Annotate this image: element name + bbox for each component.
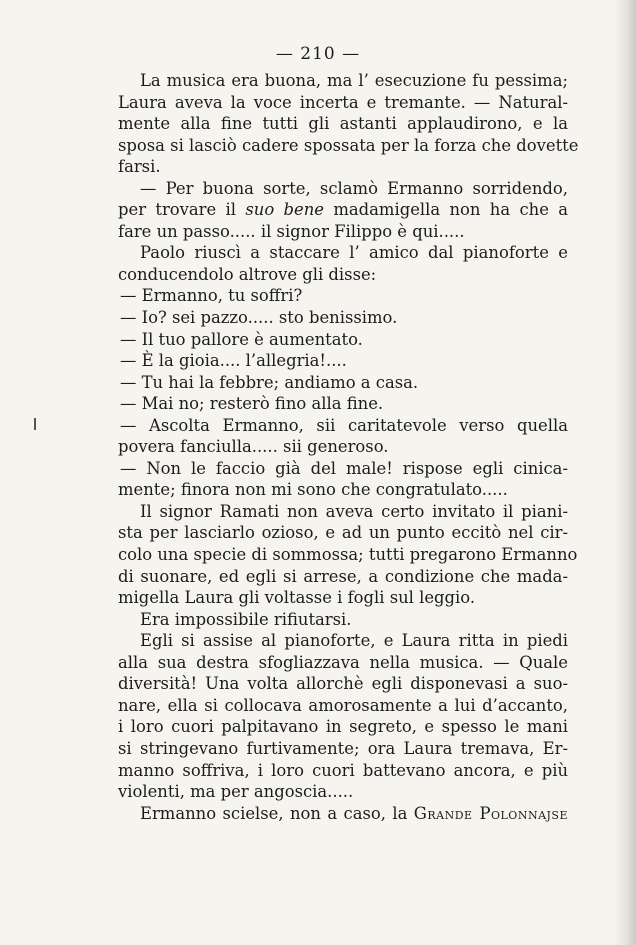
text-line: di suonare, ed egli si arrese, a condizione che mada- <box>118 566 568 586</box>
text-line: fare un passo..... il signor Filippo è qui..... <box>118 221 465 241</box>
text-line: Paolo riuscì a staccare l’ amico dal pianoforte e <box>140 243 568 263</box>
text-line: alla sua destra sfogliazzava nella musica. — Quale <box>118 652 568 672</box>
dialogue-line: — Non le faccio già del male! rispose egli cinica- <box>120 458 568 478</box>
dialogue-line: — Ermanno, tu soffri? <box>120 286 303 306</box>
text-line: colo una specie di sommossa; tutti pregarono Ermanno <box>118 545 578 565</box>
dialogue-line: — Il tuo pallore è aumentato. <box>120 329 363 349</box>
text-line: Laura aveva la voce incerta e tremante. — Natural- <box>118 92 568 112</box>
text-line: violenti, ma per angoscia..... <box>118 782 354 802</box>
dialogue-line: — È la gioia.... l’allegria!.... <box>120 351 347 371</box>
text-line: farsi. <box>118 157 161 177</box>
text-line: mente; finora non mi sono che congratulato..... <box>118 480 508 500</box>
dialogue-line: — Tu hai la febbre; andiamo a casa. <box>120 372 419 392</box>
body-text <box>118 70 579 824</box>
text-line: La musica era buona, ma l’ esecuzione fu pessima; <box>140 71 568 90</box>
page-edge-shadow <box>614 0 636 945</box>
text-line: conducendolo altrove gli disse: <box>118 264 377 284</box>
dialogue-line: — Io? sei pazzo..... sto benissimo. <box>120 308 398 328</box>
text-line: mente alla fine tutti gli astanti applaudirono, e la <box>118 114 568 134</box>
text-line: povera fanciulla..... sii generoso. <box>118 437 389 457</box>
text-line: Ermanno scielse, non a caso, la Grande Polonnajse <box>140 803 568 823</box>
dialogue-line: — Ascolta Ermanno, sii caritatevole verso quella <box>120 415 568 435</box>
text-line: — Per buona sorte, sclamò Ermanno sorridendo, <box>140 178 568 198</box>
text-line: Egli si assise al pianoforte, e Laura ritta in piedi <box>140 631 568 651</box>
text-line: Era impossibile rifiutarsi. <box>140 609 352 629</box>
text-line: i loro cuori palpitavano in segreto, e spesso le mani <box>118 717 568 737</box>
dialogue-line: — Mai no; resterò fino alla fine. <box>120 394 384 414</box>
text-line: si stringevano furtivamente; ora Laura tremava, Er- <box>118 738 568 758</box>
margin-mark <box>34 418 36 430</box>
page-number: — 210 — <box>275 44 361 64</box>
text-line: migella Laura gli voltasse i fogli sul leggio. <box>118 588 476 608</box>
text-line: per trovare il suo bene madamigella non ha che a <box>118 200 568 220</box>
text-line: diversità! Una volta allorchè egli disponevasi a suo- <box>118 674 568 694</box>
text-line: Il signor Ramati non aveva certo invitato il piani- <box>140 501 568 521</box>
text-line: sta per lasciarlo ozioso, e ad un punto eccitò nel cir- <box>118 523 568 543</box>
text-line: manno soffriva, i loro cuori battevano ancora, e più <box>118 760 568 780</box>
text-line: sposa si lasciò cadere spossata per la forza che dovette <box>118 135 579 155</box>
text-line: nare, ella si collocava amorosamente a lui d’accanto, <box>118 695 568 715</box>
